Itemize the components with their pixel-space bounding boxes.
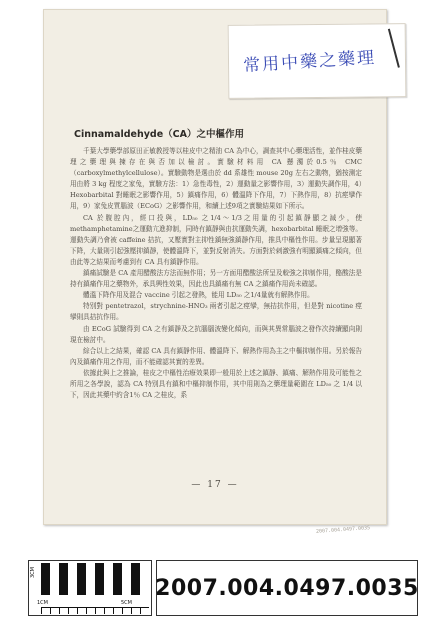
handwritten-note: 常用中藥之藥理: [242, 47, 377, 77]
paragraph: 鎮痛試驗是 CA 產用醋酸法方法而無作用；另一方面用醋酸法所呈及較強之抑制作用，酪酸法是持有鎮痛作用之藥物外，承具興性效果，因此也具鎮痛有無 CA 之鎮痛作用尚未確認。: [70, 269, 362, 289]
paragraph: 特別對 pentetrazol，strychnine-HNO₃ 兩者引起之痙攣，無拮抗作用，但是對 nicotine 痙攣則具拮抗作用。: [70, 302, 362, 322]
scale-label-right: 5CM: [121, 600, 132, 606]
color-scale-bar: [28, 560, 152, 616]
accession-label: [156, 560, 418, 616]
scale-label-left: 1CM: [37, 600, 48, 606]
handwritten-note-card: [228, 23, 407, 99]
paragraph: 千葉大學藥學部原田正敏教授等以桂皮中之精油 CA 為中心，調查其中心藥理活性，並作桂皮藥理之藥理與揀存在與否加以檢討。實驗材料用 CA 懸濁於0.5％ CMC（carboxylmethylcellulose）。實驗動物是選由於 dd 系雄性 mouse 20g 左右之動物，猶按測定用由將 3 kg 程度之家兔，實驗方法：1）急性毒性，2）運動量之影響作用，3）運動失調作用，4）Hexobarbital 對睡眠之影響作用，5）鎮痛作用，6）體溫降下作用，7）下熱作用，8）抗痙攣作用，9）家兔皮質腦波（ECoG）之影響作用，和續上述9項之實驗結果如下所示。: [70, 147, 362, 211]
article-body: [70, 146, 362, 401]
paragraph: 綜合以上之結果，確認 CA 具有鎮靜作用、體溫降下、解熱作用為主之中樞抑制作用。另於報告內及鎮痛作用之作用，而不能確認其實的差異。: [70, 346, 362, 366]
accession-number: 2007.004.0497.0035: [155, 575, 419, 601]
pencil-accession-note: 2007.004.0497.0035: [315, 525, 371, 535]
article-title: Cinnamaldehyde（CA）之中樞作用: [74, 129, 244, 140]
paragraph: 體溫下降作用及混合 vaccine 引起之發熱，能用 LD₅₀ 之1/4量就有解熱作用。: [83, 291, 314, 300]
scale-side-label: 3CM: [30, 567, 36, 578]
scale-checker: [41, 563, 149, 595]
page-number: — 17 —: [191, 480, 239, 490]
pen-stroke-mark: [388, 29, 400, 68]
paragraph: CA 於腹腔內，經口投與，LD₅₀ 之1/4～1/3之用量的引起鎮靜顯之減少，使 methamphetamine之運動亢進抑制，同時有鎮靜與由抗運動失調，hexobarbital 睡眠之增強等。運動失調乃會被 caffeine 拮抗，又壓實對主抑性鎮無強鎮靜作用，推具中樞性作用。步量呈現顯著下降，大量則引起強壓抑鎮靜，使體溫降下，並對反射消失。方面對於刺激強有明顯鎮痛之傾向，但由此等之結果而考慮到有 CA 具有鎮靜作用。: [70, 213, 362, 266]
paragraph: 由 ECoG 試驗得到 CA 之有鎮靜及之抗腦腦波變化傾向，而與其異常腦波之發作次持續顯向則現在檢討中。: [70, 324, 362, 344]
scale-ruler: [41, 607, 149, 614]
paragraph: 依據此與上之推論，桂皮之中樞性治療效果即一般用於上述之鎮靜、鎮痛、解熱作用及可能性之所用之各學說，認為 CA 特別具有鎮和中樞抑制作用，其中用則為之藥理量範圍在 LD₅₀ 之 1/4 以下，因此其藥中約含1％ CA 之桂皮，系: [70, 368, 362, 400]
